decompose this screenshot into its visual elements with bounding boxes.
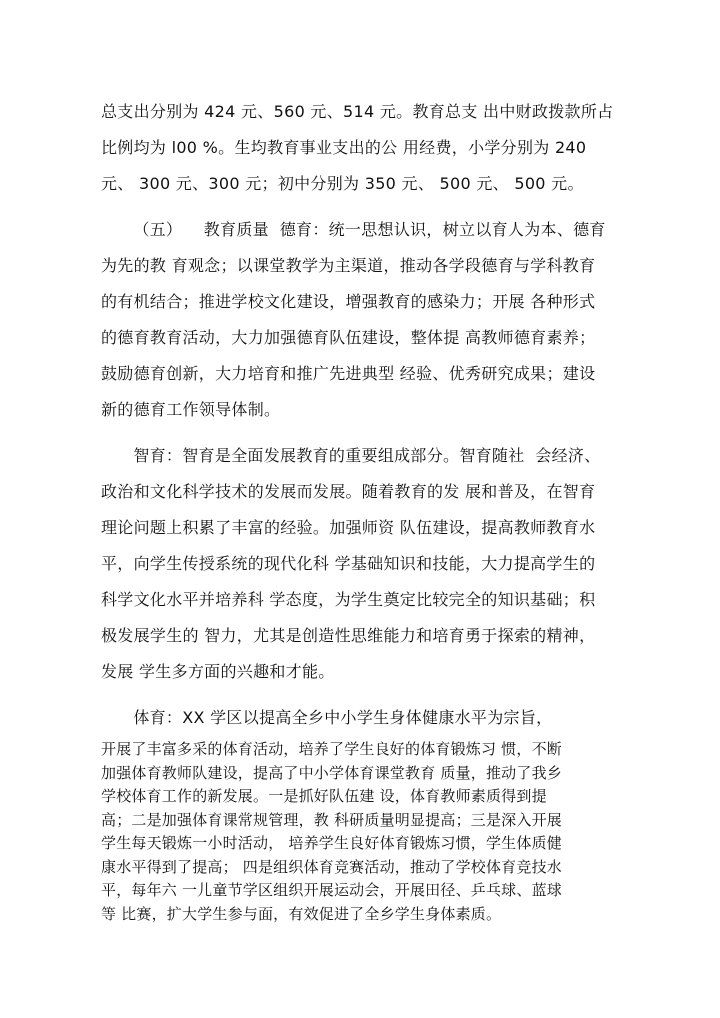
text-line: 极发展学生的 智力，尤其是创造性思维能力和培育勇于探索的精神， <box>101 626 596 645</box>
document-body-top <box>101 94 621 736</box>
paragraph-physical-education-intro <box>101 700 621 736</box>
text-line: 的有机结合；推进学校文化建设，增强教育的感染力；开展 各种形式 <box>101 292 596 311</box>
text-line: 政治和文化科学技术的发展而发展。随着教育的发 展和普及，在智育 <box>101 482 596 501</box>
paragraph-budget <box>101 94 621 202</box>
text-line: 学生每天锻炼一小时活动， 培养学生良好体育锻炼习惯，学生体质健 <box>101 834 562 852</box>
text-line: 康水平得到了提高； 四是组织体育竞赛活动，推动了学校体育竞技水 <box>101 857 562 876</box>
text-line: 为先的教 育观念；以课堂教学为主渠道，推动各学段德育与学科教育 <box>101 256 596 275</box>
text-line: 加强体育教师队建设，提高了中小学体育课堂教育 质量，推动了我乡 <box>101 763 562 782</box>
text-line: 发展 学生多方面的兴趣和才能。 <box>101 662 335 681</box>
text-line: 高；二是加强体育课常规管理，教 科研质量明显提高；三是深入开展 <box>101 810 562 829</box>
text-line: 智育：智育是全面发展教育的重要组成部分。智育随社 会经济、 <box>101 446 601 465</box>
text-line: 等 比赛，扩大学生参与面，有效促进了全乡学生身体素质。 <box>101 904 502 923</box>
text-line: 比例均为 l00 %。生均教育事业支出的公 用经费，小学分别为 240 <box>101 138 587 157</box>
text-line: 平，每年六 一儿童节学区组织开展运动会，开展田径、乒乓球、蓝球 <box>101 881 562 899</box>
text-line: 开展了丰富多采的体育活动，培养了学生良好的体育锻炼习 惯，不断 <box>101 740 562 758</box>
text-line: 理论问题上积累了丰富的经验。加强师资 队伍建设，提高教师教育水 <box>101 518 596 537</box>
paragraph-intellectual-education <box>101 438 621 690</box>
document-body-bottom <box>101 738 621 926</box>
text-line: 科学文化水平并培养科 学态度，为学生奠定比较完全的知识基础；积 <box>101 590 596 609</box>
paragraph-physical-education <box>101 738 621 926</box>
paragraph-moral-education <box>101 212 621 428</box>
text-line: （五） 教育质量 德育：统一思想认识，树立以育人为本、德育 <box>101 220 606 239</box>
text-line: 体育：XX 学区以提高全乡中小学生身体健康水平为宗旨， <box>101 708 553 727</box>
text-line: 鼓励德育创新，大力培育和推广先进典型 经验、优秀研究成果；建设 <box>101 364 596 383</box>
text-line: 总支出分别为 424 元、560 元、514 元。教育总支 出中财政拨款所占 <box>101 102 614 121</box>
text-line: 平，向学生传授系统的现代化科 学基础知识和技能，大力提高学生的 <box>101 554 596 573</box>
text-line: 新的德育工作领导体制。 <box>101 400 281 419</box>
text-line: 元、 300 元、300 元；初中分别为 350 元、 500 元、 500 元。 <box>101 174 584 193</box>
text-line: 的德育教育活动，大力加强德育队伍建设，整体提 高教师德育素养； <box>101 328 596 347</box>
text-line: 学校体育工作的新发展。一是抓好队伍建 设，体育教师素质得到提 <box>101 787 547 805</box>
